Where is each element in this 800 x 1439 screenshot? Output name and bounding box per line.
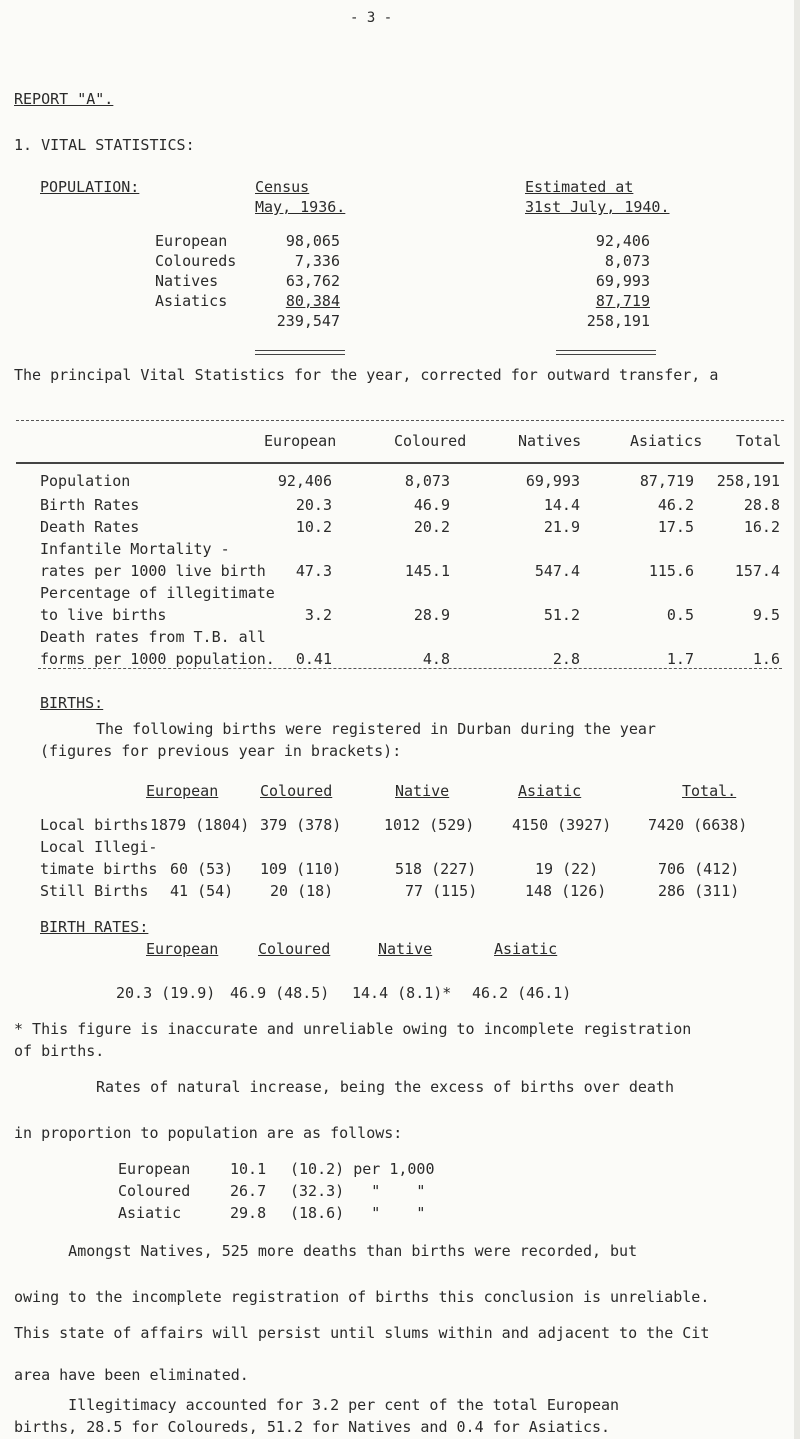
births-row-label: Still Births — [40, 882, 149, 900]
births-cell: 706 (412) — [658, 860, 740, 878]
births-row-label: Local Illegi- — [40, 838, 158, 856]
paragraph-line: owing to the incomplete registration of births this conclusion is unreliable. — [14, 1288, 710, 1306]
birth-rate-value: 14.4 (8.1)* — [352, 984, 452, 1002]
vital-table-header-rule — [16, 462, 784, 464]
births-cell: 1879 (1804) — [150, 816, 250, 834]
vital-cell: 87,719 — [639, 472, 694, 490]
births-intro-line-1: The following births were registered in Durban during the year — [96, 720, 656, 738]
vital-row-label: Death Rates — [40, 518, 140, 536]
births-cell: 60 (53) — [170, 860, 234, 878]
vital-cell: 92,406 — [277, 472, 332, 490]
births-cell: 4150 (3927) — [512, 816, 612, 834]
vital-row-label: rates per 1000 live birth — [40, 562, 266, 580]
vital-cell: 157.4 — [734, 562, 780, 580]
vital-cell: 16.2 — [743, 518, 780, 536]
births-cell: 7420 (6638) — [648, 816, 748, 834]
vital-cell: 4.8 — [422, 650, 450, 668]
births-heading: BIRTHS: — [40, 694, 104, 712]
population-row-census: 98,065 — [285, 232, 340, 250]
vital-row-label: to live births — [40, 606, 167, 624]
population-total-census: 239,547 — [276, 312, 340, 330]
population-row-name: Coloureds — [155, 252, 237, 270]
vital-header-total: Total — [736, 432, 782, 450]
estimated-heading: Estimated at — [525, 178, 634, 196]
vital-row-label: Birth Rates — [40, 496, 140, 514]
census-total-double-rule — [255, 350, 345, 355]
vital-statistics-intro: The principal Vital Statistics for the year, corrected for outward transfer, a — [14, 366, 719, 384]
vital-cell: 28.9 — [413, 606, 450, 624]
vital-row-label: Percentage of illegitimate — [40, 584, 275, 602]
vital-cell: 10.2 — [295, 518, 332, 536]
paragraph-line: Illegitimacy accounted for 3.2 per cent of the total European — [14, 1396, 620, 1414]
vital-cell: 21.9 — [543, 518, 580, 536]
vital-row-label: Infantile Mortality - — [40, 540, 230, 558]
births-cell: 518 (227) — [395, 860, 477, 878]
birth-rates-footnote-line-1: * This figure is inaccurate and unreliable owing to incomplete registration — [14, 1020, 692, 1038]
birth-rates-header-european: European — [146, 940, 219, 958]
birth-rate-value: 46.2 (46.1) — [472, 984, 572, 1002]
vital-row-label: Death rates from T.B. all — [40, 628, 266, 646]
natural-increase-value: 26.7 — [230, 1182, 267, 1200]
births-cell: 19 (22) — [535, 860, 599, 878]
birth-rates-footnote-line-2: of births. — [14, 1042, 105, 1060]
births-intro-line-2: (figures for previous year in brackets): — [40, 742, 402, 760]
vital-header-european: European — [264, 432, 337, 450]
vital-cell: 47.3 — [295, 562, 332, 580]
vital-table-bottom-rule — [38, 668, 782, 669]
birth-rate-value: 46.9 (48.5) — [230, 984, 330, 1002]
population-row-census: 80,384 — [285, 292, 340, 310]
births-header-coloured: Coloured — [260, 782, 333, 800]
vital-cell: 8,073 — [404, 472, 450, 490]
births-header-european: European — [146, 782, 219, 800]
vital-cell: 46.2 — [657, 496, 694, 514]
birth-rates-header-native: Native — [378, 940, 433, 958]
vital-cell: 145.1 — [404, 562, 450, 580]
births-header-total: Total. — [682, 782, 737, 800]
population-row-census: 7,336 — [294, 252, 340, 270]
birth-rates-header-coloured: Coloured — [258, 940, 331, 958]
births-header-asiatic: Asiatic — [518, 782, 582, 800]
natural-increase-name: Coloured — [118, 1182, 191, 1200]
births-cell: 148 (126) — [525, 882, 607, 900]
births-cell: 109 (110) — [260, 860, 342, 878]
population-row-census: 63,762 — [285, 272, 340, 290]
natural-increase-value: 10.1 — [230, 1160, 267, 1178]
vital-cell: 0.41 — [295, 650, 332, 668]
paragraph-line: area have been eliminated. — [14, 1366, 249, 1384]
natural-increase-previous: (10.2) per 1,000 — [290, 1160, 435, 1178]
births-cell: 1012 (529) — [384, 816, 475, 834]
vital-cell: 9.5 — [752, 606, 780, 624]
population-row-name: Asiatics — [155, 292, 228, 310]
birth-rates-header-asiatic: Asiatic — [494, 940, 558, 958]
births-cell: 41 (54) — [170, 882, 234, 900]
births-row-label: timate births — [40, 860, 158, 878]
natural-increase-value: 29.8 — [230, 1204, 267, 1222]
page-number: - 3 - — [350, 10, 393, 26]
births-cell: 379 (378) — [260, 816, 342, 834]
population-row-name: European — [155, 232, 228, 250]
vital-cell: 69,993 — [525, 472, 580, 490]
vital-table-top-rule — [16, 420, 784, 421]
vital-cell: 1.6 — [752, 650, 780, 668]
vital-cell: 14.4 — [543, 496, 580, 514]
vital-cell: 1.7 — [666, 650, 694, 668]
natural-increase-previous: (32.3) " " — [290, 1182, 426, 1200]
vital-cell: 17.5 — [657, 518, 694, 536]
vital-header-natives: Natives — [518, 432, 582, 450]
birth-rates-heading: BIRTH RATES: — [40, 918, 149, 936]
natural-increase-previous: (18.6) " " — [290, 1204, 426, 1222]
vital-header-coloured: Coloured — [394, 432, 467, 450]
vital-cell: 20.2 — [413, 518, 450, 536]
estimated-date: 31st July, 1940. — [525, 198, 670, 216]
population-row-estimated: 69,993 — [595, 272, 650, 290]
vital-cell: 3.2 — [304, 606, 332, 624]
vital-cell: 28.8 — [743, 496, 780, 514]
vital-header-asiatics: Asiatics — [630, 432, 703, 450]
paragraph-line: Amongst Natives, 525 more deaths than births were recorded, but — [14, 1242, 638, 1260]
birth-rate-value: 20.3 (19.9) — [116, 984, 216, 1002]
population-row-estimated: 92,406 — [595, 232, 650, 250]
natural-increase-name: Asiatic — [118, 1204, 182, 1222]
vital-row-label: forms per 1000 population. — [40, 650, 275, 668]
population-row-name: Natives — [155, 272, 219, 290]
report-title: REPORT "A". — [14, 90, 114, 108]
births-header-native: Native — [395, 782, 450, 800]
vital-cell: 51.2 — [543, 606, 580, 624]
paragraph-line: births, 28.5 for Coloureds, 51.2 for Natives and 0.4 for Asiatics. — [14, 1418, 611, 1436]
vital-cell: 258,191 — [716, 472, 780, 490]
vital-cell: 46.9 — [413, 496, 450, 514]
vital-cell: 20.3 — [295, 496, 332, 514]
natural-increase-intro-line-1: Rates of natural increase, being the excess of births over death — [96, 1078, 674, 1096]
page-edge-shadow — [794, 0, 800, 1439]
population-row-estimated: 8,073 — [604, 252, 650, 270]
vital-cell: 115.6 — [648, 562, 694, 580]
section-title: 1. VITAL STATISTICS: — [14, 136, 195, 154]
population-label: POPULATION: — [40, 178, 140, 196]
births-cell: 77 (115) — [405, 882, 478, 900]
population-row-estimated: 87,719 — [595, 292, 650, 310]
births-row-label: Local births — [40, 816, 149, 834]
census-heading: Census — [255, 178, 310, 196]
population-total-estimated: 258,191 — [586, 312, 650, 330]
births-cell: 20 (18) — [270, 882, 334, 900]
census-date: May, 1936. — [255, 198, 346, 216]
vital-cell: 2.8 — [552, 650, 580, 668]
estimated-total-double-rule — [556, 350, 656, 355]
vital-cell: 0.5 — [666, 606, 694, 624]
vital-cell: 547.4 — [534, 562, 580, 580]
vital-row-label: Population — [40, 472, 131, 490]
natural-increase-intro-line-2: in proportion to population are as follows: — [14, 1124, 403, 1142]
natural-increase-name: European — [118, 1160, 191, 1178]
births-cell: 286 (311) — [658, 882, 740, 900]
paragraph-line: This state of affairs will persist until slums within and adjacent to the Cit — [14, 1324, 710, 1342]
